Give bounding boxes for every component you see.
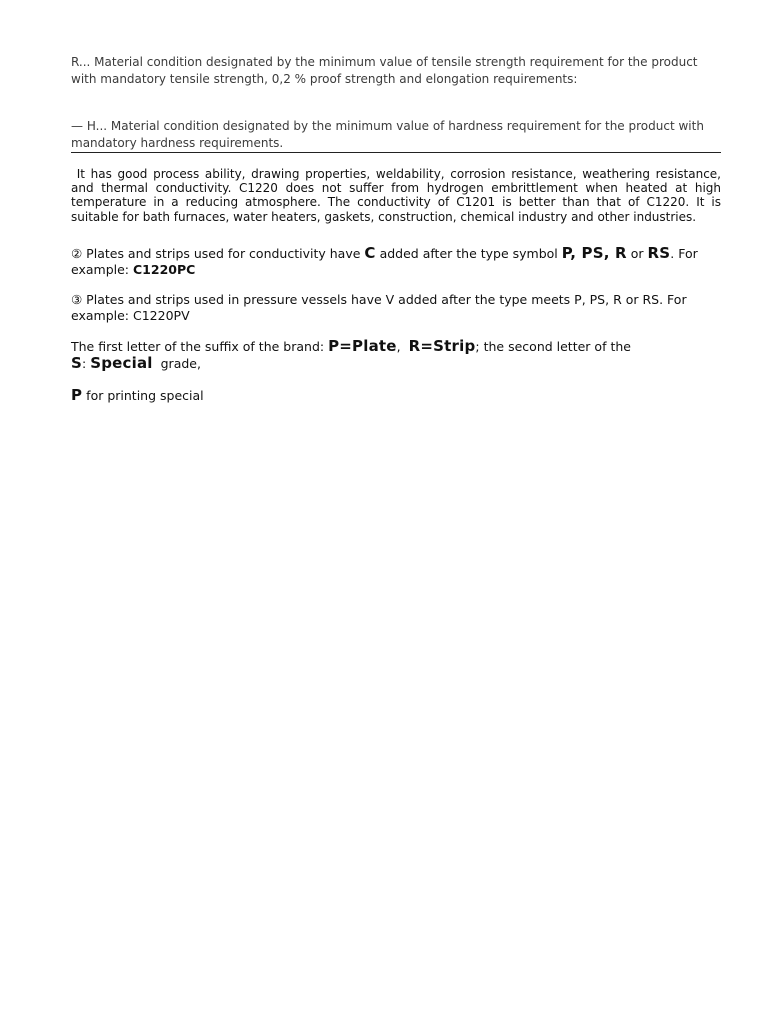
printing-note [71,387,721,404]
suffix-colon: : [82,355,91,371]
suffix-comma: , [396,338,401,354]
suffix-special: Special [90,353,153,372]
printing-code: P [71,385,83,404]
conductivity-example: C1220PC [133,261,196,277]
definition-r: R... Material condition designated by the minimum value of tensile strength requirement for the product with mandatory tensile strength, 0,2 % proof strength and elongation requirements: [71,55,698,86]
conductivity-text-1: ② Plates and strips used for conductivity have [71,245,365,261]
type-symbols: P, PS, R [561,243,627,262]
conductivity-text-4: . For example: [71,245,698,277]
suffix-note [71,338,721,372]
conductivity-text-3: or [626,245,648,261]
pressure-vessel-note: ③ Plates and strips used in pressure vessels have V added after the type meets P, PS, R or RS. For example: C1220PV [71,291,687,323]
material-description: It has good process ability, drawing properties, weldability, corrosion resistance, weathering resistance, and thermal conductivity. C1220 does not suffer from hydrogen embrittlement when heated at high temperature in a reducing atmosphere. The conductivity of C1201 is better than that of C1220. It is suitable for bath furnaces, water heaters, gaskets, construction, chemical industry and other industries. [71,167,725,224]
document-page [71,54,725,404]
suffix-text-1: The first letter of the suffix of the brand: [71,338,329,354]
suffix-text-2: ; the second letter of the [475,338,631,354]
suffix-plate: P=Plate [328,336,397,355]
conductivity-note [71,245,721,278]
suffix-special-code: S [71,353,83,372]
suffix-strip: R=Strip [408,336,476,355]
conductivity-text-2: added after the type symbol [375,245,562,261]
suffix-grade: grade, [160,355,201,371]
conductivity-symbol-c: C [364,243,376,262]
printing-text: for printing special [82,387,204,403]
type-symbol-rs: RS [647,243,671,262]
definition-h: — H... Material condition designated by the minimum value of hardness requirement for the product with mandatory hardness requirements. [71,118,721,153]
